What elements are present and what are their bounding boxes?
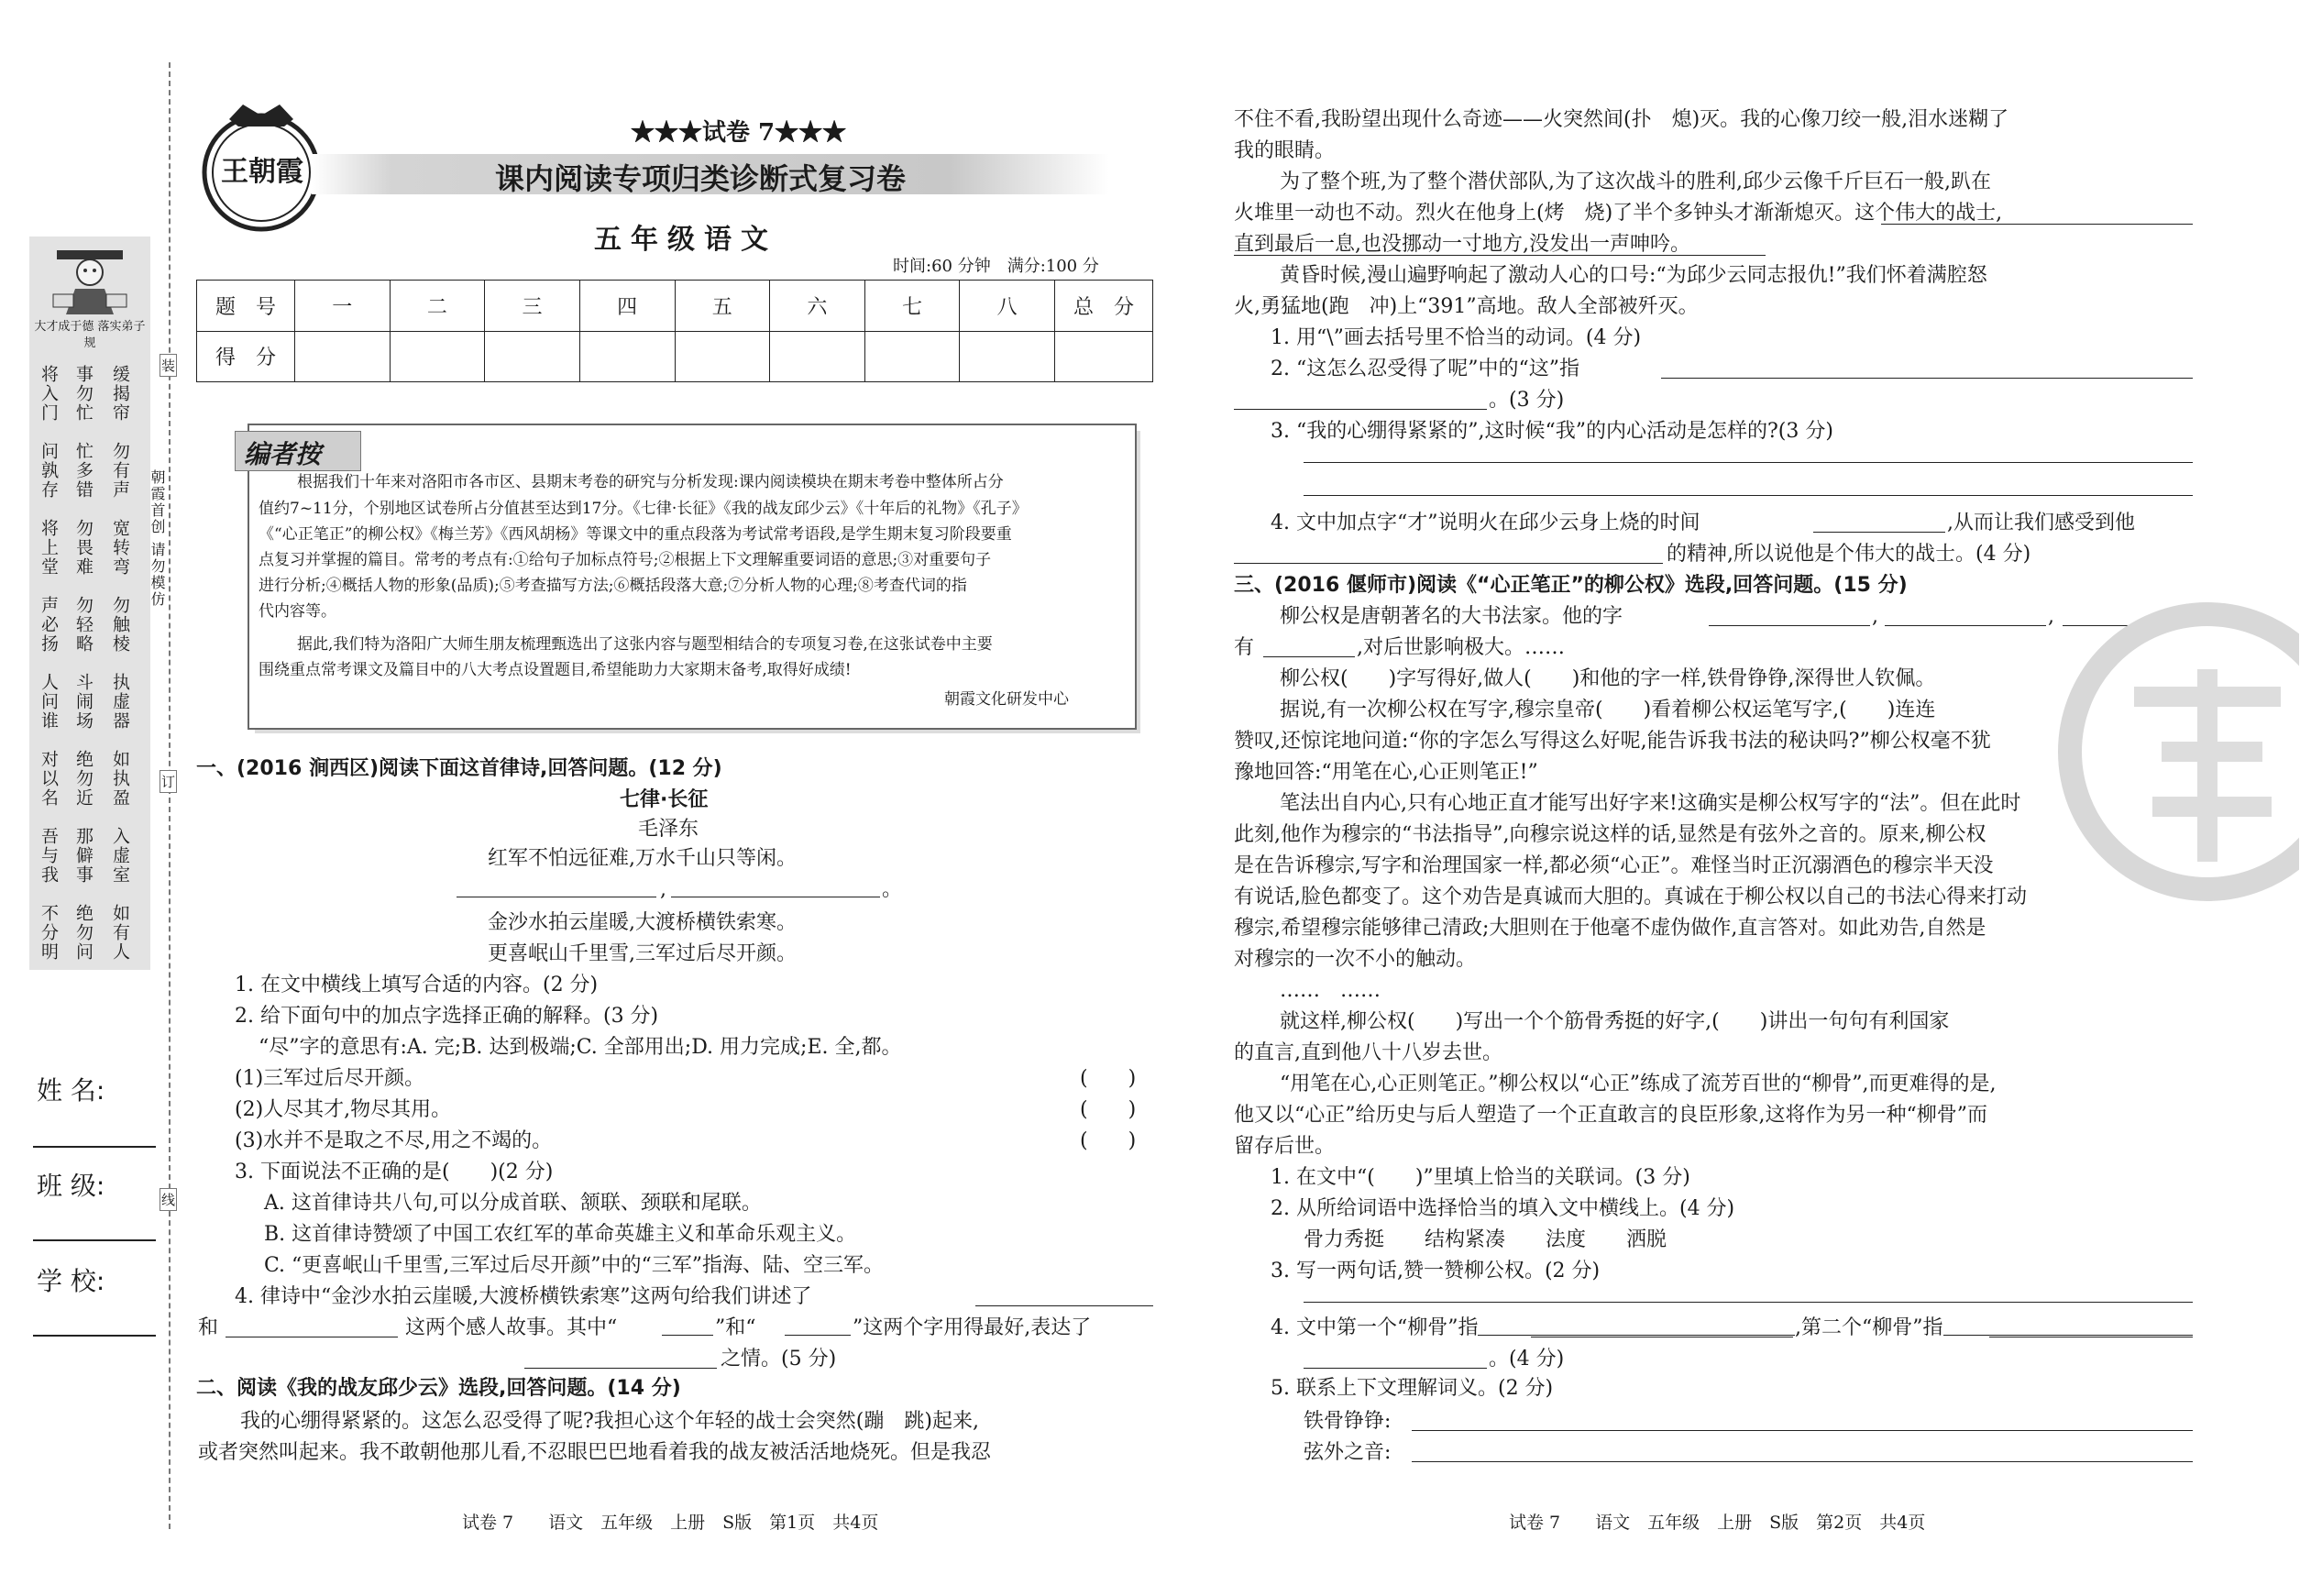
r-para-1: 不住不看,我盼望出现什么奇迹——火突然间(扑 熄)灭。我的心像刀绞一般,泪水迷糊了: [1234, 108, 2009, 131]
q2-2: 2. “这怎么忍受得了呢”中的“这”指: [1271, 358, 1579, 380]
r-para-5: 直到最后一息,也没挪动一寸地方,没发出一声呻吟。: [1234, 233, 1690, 256]
q1-2-a-answer[interactable]: ( ): [1080, 1067, 1137, 1090]
r-para-2: 我的眼睛。: [1234, 139, 1336, 162]
th-2: 二: [390, 281, 485, 332]
r3-line-7: 笔法出自内心,只有心地正直才能写出好字来!这确实是柳公权写字的“法”。但在此时: [1280, 792, 2021, 815]
note-line-7: 据此,我们特为洛阳广大师生朋友梳理甄选出了这张内容与题型相结合的专项复习卷,在这张试卷中主要: [297, 635, 993, 654]
note-line-6: 代内容等。: [259, 602, 336, 621]
section-1-heading: 一、(2016 涧西区)阅读下面这首律诗,回答问题。(12 分): [196, 757, 722, 780]
motto-row-5c: 执虚器: [110, 673, 130, 731]
name-label: 姓 名:: [37, 1075, 105, 1106]
note-line-4: 点复习并掌握的篇目。常考的考点有:①给句子加标点符号;②根据上下文理解重要词语的意思;③对重要句子: [259, 551, 992, 569]
score-header-row: [197, 281, 1153, 332]
watermark-emblem: [2024, 587, 2299, 917]
q3-4-c: 。(4 分): [1489, 1348, 1565, 1370]
q2-3-line-1[interactable]: [1304, 462, 2193, 463]
copyright-vertical: 朝霞首创 请勿模仿: [149, 469, 166, 609]
motto-row-4b: 勿轻略: [73, 596, 94, 654]
poem-author: 毛泽东: [638, 818, 699, 841]
q2-1: 1. 用“\”画去括号里不恰当的动词。(4 分): [1271, 326, 1642, 349]
q1-2-options: “尽”字的意思有:A. 完;B. 达到极端;C. 全部用出;D. 用力完成;E. 全,都。: [259, 1036, 902, 1059]
motto-row-1c: 缓揭帘: [110, 365, 130, 423]
motto-row-5: 人问谁: [39, 673, 59, 731]
binding-line: [169, 62, 171, 1529]
r3-line-11: 穆宗,希望穆宗能够律己清政;大胆则在于他毫不虚伪做作,直言答对。如此劝告,自然是: [1234, 917, 1986, 940]
r3-line-10: 有说话,脸色都变了。这个劝告是真诚而大胆的。真诚在于柳公权以自己的书法心得来打动: [1234, 886, 2027, 908]
q1-3-a: A. 这首律诗共八句,可以分成首联、颔联、颈联和尾联。: [264, 1192, 762, 1215]
motto-row-7b: 那僻事: [73, 827, 94, 885]
q1-4-mid-2: ”和“: [715, 1316, 756, 1339]
q3-5: 5. 联系上下文理解词义。(2 分): [1271, 1377, 1554, 1400]
margin-motto: [33, 365, 147, 962]
note-line-3: 《“心正笔正”的柳公权》《梅兰芳》《西风胡杨》等课文中的重点段落为考试常考语段,是学生期末复习阶段要重: [259, 525, 1012, 544]
note-line-1: 根据我们十年来对洛阳市各市区、县期末考卷的研究与分析发现:课内阅读模块在期末考卷中整体所占分: [297, 473, 1004, 491]
th-3: 三: [485, 281, 580, 332]
r3-line-14: 就这样,柳公权( )写出一个个筋骨秀挺的好字,( )讲出一句句有利国家: [1280, 1010, 1950, 1033]
th-5: 五: [675, 281, 770, 332]
r3-line-12: 对穆宗的一次不小的触动。: [1234, 948, 1477, 971]
poem-line-3: 金沙水拍云崖暖,大渡桥横铁索寒。: [488, 911, 797, 934]
q1-4-blank-5[interactable]: [524, 1368, 717, 1369]
seal-word-3: 线: [160, 1188, 177, 1211]
q1-4-blank-1[interactable]: [975, 1305, 1153, 1306]
r3-line-2a: 有: [1234, 636, 1255, 659]
note-line-2: 值约7~11分，个别地区试卷所占分值甚至达到17分。《七律·长征》《我的战友邱少云》《十年后的礼物》《孔子》: [259, 500, 1028, 518]
score-label: 得 分: [197, 331, 295, 382]
r3-line-16: “用笔在心,心正则笔正。”柳公权以“心正”练成了流芳百世的“柳骨”,而更难得的是,: [1280, 1073, 1997, 1095]
poem-line-1: 红军不怕远征难,万水千山只等闲。: [488, 847, 797, 870]
q3-3: 3. 写一两句话,赞一赞柳公权。(2 分): [1271, 1260, 1601, 1282]
q1-4-line-a: 4. 律诗中“金沙水拍云崖暖,大渡桥横铁索寒”这两句给我们讲述了: [235, 1285, 812, 1308]
th-1: 一: [295, 281, 391, 332]
class-label: 班 级:: [37, 1171, 105, 1201]
motto-row-3b: 勿畏难: [73, 519, 94, 577]
q1-2-c-answer[interactable]: ( ): [1080, 1129, 1137, 1152]
q3-5-b-blank[interactable]: [1412, 1461, 2193, 1462]
q2-4-a: 4. 文中加点字“才”说明火在邱少云身上烧的时间: [1271, 512, 1700, 534]
q3-2-words: 骨力秀挺 结构紧凑 法度 洒脱: [1304, 1228, 1667, 1251]
name-field[interactable]: [33, 1146, 156, 1148]
q1-4-blank-3[interactable]: [662, 1335, 713, 1336]
score-cell-8[interactable]: [960, 331, 1055, 382]
poem-period: 。: [882, 878, 903, 901]
score-table: [196, 280, 1153, 382]
q2-3: 3. “我的心绷得紧紧的”,这时候“我”的内心活动是怎样的?(3 分): [1271, 420, 1833, 443]
footer-right: 试卷 7 语文 五年级 上册 S版 第2页 共4页: [1509, 1513, 1926, 1533]
score-cell-7[interactable]: [864, 331, 960, 382]
q2-2-blank-1[interactable]: [1661, 378, 2193, 379]
motto-row-2: 问孰存: [39, 442, 59, 500]
motto-row-6: 对以名: [39, 750, 59, 808]
th-4: 四: [579, 281, 675, 332]
motto-row-1b: 事勿忙: [73, 365, 94, 423]
scholar-icon: [48, 243, 132, 316]
r3-blank-4[interactable]: [1263, 656, 1355, 657]
s2-para-2: 或者突然叫起来。我不敢朝他那儿看,不忍眼巴巴地看着我的战友被活活地烧死。但是我忍: [198, 1441, 991, 1464]
section-2-heading: 二、阅读《我的战友邱少云》选段,回答问题。(14 分): [196, 1377, 681, 1400]
th-total: 总 分: [1055, 281, 1153, 332]
q1-3-c: C. “更喜岷山千里雪,三军过后尽开颜”中的“三军”指海、陆、空三军。: [264, 1254, 885, 1277]
q1-3-b: B. 这首律诗赞颂了中国工农红军的革命英雄主义和革命乐观主义。: [264, 1223, 857, 1246]
seal-word-1: 装: [160, 354, 177, 377]
q2-2-blank-2[interactable]: [1234, 409, 1487, 410]
score-cell-total[interactable]: [1055, 331, 1153, 382]
motto-row-6c: 如执盈: [110, 750, 130, 808]
q1-4-and: 和: [198, 1316, 219, 1339]
r3-line-17: 他又以“心正”给历史与后人塑造了一个正直敢言的良臣形象,这将作为另一种“柳骨”而: [1234, 1104, 1987, 1127]
q1-1: 1. 在文中横线上填写合适的内容。(2 分): [235, 974, 599, 996]
time-score: 时间:60 分钟 满分:100 分: [893, 257, 1099, 276]
score-row: [197, 331, 1153, 382]
motto-row-8: 不分明: [39, 904, 59, 962]
motto-row-1: 将入门: [39, 365, 59, 423]
q2-4-b: 的精神,所以说他是个伟大的战士。(4 分): [1667, 543, 2031, 566]
q3-4-blank-3[interactable]: [1304, 1368, 1487, 1369]
r3-line-18: 留存后世。: [1234, 1135, 1336, 1158]
score-cell-5[interactable]: [675, 331, 770, 382]
q2-4-blank-2[interactable]: [1234, 563, 1663, 564]
motto-row-2b: 忙多错: [73, 442, 94, 500]
q1-4-mid-1: 这两个感人故事。其中“: [405, 1316, 618, 1339]
r3-line-15: 的直言,直到他八十八岁去世。: [1234, 1041, 1502, 1064]
motto-row-6b: 绝勿近: [73, 750, 94, 808]
q1-2: 2. 给下面句中的加点字选择正确的解释。(3 分): [235, 1005, 659, 1028]
poem-comma: ,: [660, 878, 666, 901]
motto-row-4: 声必扬: [39, 596, 59, 654]
score-cell-6[interactable]: [770, 331, 865, 382]
r3-line-6: 豫地回答:“用笔在心,心正则笔正!”: [1234, 761, 1538, 784]
main-title: 课内阅读专项归类诊断式复习卷: [495, 161, 907, 196]
score-cell-3[interactable]: [485, 331, 580, 382]
r-underline-hero-2: [1234, 255, 1766, 256]
q1-2-b: (2)人尽其才,物尽其用。: [235, 1098, 452, 1121]
r3-line-8: 此刻,他作为穆宗的“书法指导”,向穆宗说这样的话,显然是有弦外之音的。原来,柳公权: [1234, 823, 1986, 846]
r-para-6: 黄昏时候,漫山遍野响起了激动人心的口号:“为邱少云同志报仇!”我们怀着满腔怒: [1280, 264, 1987, 287]
subject-title: 五年级语文: [594, 224, 777, 256]
th-8: 八: [960, 281, 1055, 332]
q2-2-end: 。(3 分): [1489, 389, 1565, 412]
r3-er: 而: [2173, 605, 2194, 628]
r3-line-9: 是在告诉穆宗,写字和治理国家一样,都必须“心正”。难怪当时正沉溺酒色的穆宗半天没: [1234, 854, 1994, 877]
school-field[interactable]: [33, 1335, 156, 1337]
logo-text: 王朝霞: [221, 156, 303, 188]
footer-left: 试卷 7 语文 五年级 上册 S版 第1页 共4页: [462, 1513, 879, 1533]
q3-5-a: 铁骨铮铮:: [1304, 1410, 1392, 1433]
score-cell-1[interactable]: [295, 331, 391, 382]
s2-para-1: 我的心绷得紧紧的。这怎么忍受得了呢?我担心这个年轻的战士会突然(蹦 跳)起来,: [240, 1410, 979, 1433]
q1-2-b-answer[interactable]: ( ): [1080, 1098, 1137, 1121]
q3-2: 2. 从所给词语中选择恰当的填入文中横线上。(4 分): [1271, 1197, 1735, 1220]
r-para-7: 火,勇猛地(跑 冲)上“391”高地。敌人全部被歼灭。: [1234, 295, 1699, 318]
q2-3-line-2[interactable]: [1304, 495, 2193, 496]
r3-comma-1: ,: [1872, 605, 1878, 628]
r-para-3: 为了整个班,为了整个潜伏部队,为了这次战斗的胜利,邱少云像千斤巨石一般,趴在: [1280, 171, 1991, 193]
r3-blank-1[interactable]: [1709, 625, 1870, 626]
motto-row-7c: 入虚室: [110, 827, 130, 885]
q3-3-line-1[interactable]: [1304, 1302, 2193, 1303]
r3-blank-2[interactable]: [1885, 625, 2046, 626]
class-field[interactable]: [33, 1239, 156, 1241]
poem-title: 七律·长征: [620, 788, 709, 811]
q1-4-mid-3: ”这两个字用得最好,表达了: [853, 1316, 1092, 1339]
r-underline-hero: [1881, 224, 2193, 225]
motto-row-8b: 绝勿问: [73, 904, 94, 962]
note-line-8: 围绕重点常考课文及篇目中的八大考点设置题目,希望能助力大家期末备考,取得好成绩!: [259, 661, 852, 679]
note-title: 编者按: [244, 439, 322, 469]
motto-row-3c: 宽转弯: [110, 519, 130, 577]
note-line-5: 进行分析;④概括人物的形象(品质);⑤考查描写方法;⑥概括段落大意;⑦分析人物的心理;⑧考查代词的指: [259, 577, 967, 595]
motto-row-3: 将上堂: [39, 519, 59, 577]
q1-4-end: 之情。(5 分): [721, 1348, 837, 1370]
score-cell-4[interactable]: [579, 331, 675, 382]
poem-line-4: 更喜岷山千里雪,三军过后尽开颜。: [488, 942, 797, 965]
r3-line-2b: ,对后世影响极大。……: [1357, 636, 1565, 659]
r3-line-3: 柳公权( )字写得好,做人( )和他的字一样,铁骨铮铮,深得世人钦佩。: [1280, 667, 1936, 690]
th-label: 题 号: [197, 281, 295, 332]
q2-4-blank-1[interactable]: [1813, 532, 1945, 533]
q2-4-a2: ,从而让我们感受到他: [1947, 512, 2135, 534]
r3-line-13: …… ……: [1280, 979, 1381, 1002]
q3-4-a: 4. 文中第一个“柳骨”指: [1271, 1315, 1478, 1342]
r3-line-4: 据说,有一次柳公权在写字,穆宗皇帝( )看着柳公权运笔写字,( )连连: [1280, 699, 1936, 721]
motto-row-2c: 勿有声: [110, 442, 130, 500]
r3-line-5: 赞叹,还惊诧地问道:“你的字怎么写得这么好呢,能告诉我书法的秘诀吗?”柳公权毫不犹: [1234, 730, 1991, 753]
q3-1: 1. 在文中“( )”里填上恰当的关联词。(3 分): [1271, 1166, 1690, 1189]
motto-row-8c: 如有人: [110, 904, 130, 962]
q1-2-c: (3)水并不是取之不尽,用之不竭的。: [235, 1129, 553, 1152]
seal-word-2: 订: [160, 770, 177, 793]
section-3-heading: 三、(2016 偃师市)阅读《“心正笔正”的柳公权》选段,回答问题。(15 分): [1234, 574, 1908, 597]
score-cell-2[interactable]: [390, 331, 485, 382]
r-para-4: 火堆里一动也不动。烈火在他身上(烤 烧)了半个多钟头才渐渐熄灭。这个伟大的战士,: [1234, 202, 2003, 225]
q1-2-a: (1)三军过后尽开颜。: [235, 1067, 425, 1090]
motto-row-4c: 勿触棱: [110, 596, 130, 654]
q1-4-blank-4[interactable]: [785, 1335, 851, 1336]
motto-row-5b: 斗闹场: [73, 673, 94, 731]
q3-5-b: 弦外之音:: [1304, 1441, 1392, 1464]
motto-row-7: 吾与我: [39, 827, 59, 885]
th-6: 六: [770, 281, 865, 332]
q3-4-b: ,第二个“柳骨”指: [1795, 1315, 1943, 1342]
r3-line-1a: 柳公权是唐朝著名的大书法家。他的字: [1280, 605, 1623, 628]
series-label: ★★★试卷 7★★★: [631, 119, 847, 147]
note-sign: 朝霞文化研发中心: [944, 690, 1069, 709]
th-7: 七: [864, 281, 960, 332]
q3-5-a-blank[interactable]: [1412, 1430, 2193, 1431]
school-label: 学 校:: [37, 1266, 105, 1296]
r3-comma-2: ,: [2048, 605, 2054, 628]
q1-3: 3. 下面说法不正确的是( )(2 分): [235, 1161, 554, 1183]
margin-motto-top: 大才成于德 落实弟子规: [34, 320, 146, 350]
